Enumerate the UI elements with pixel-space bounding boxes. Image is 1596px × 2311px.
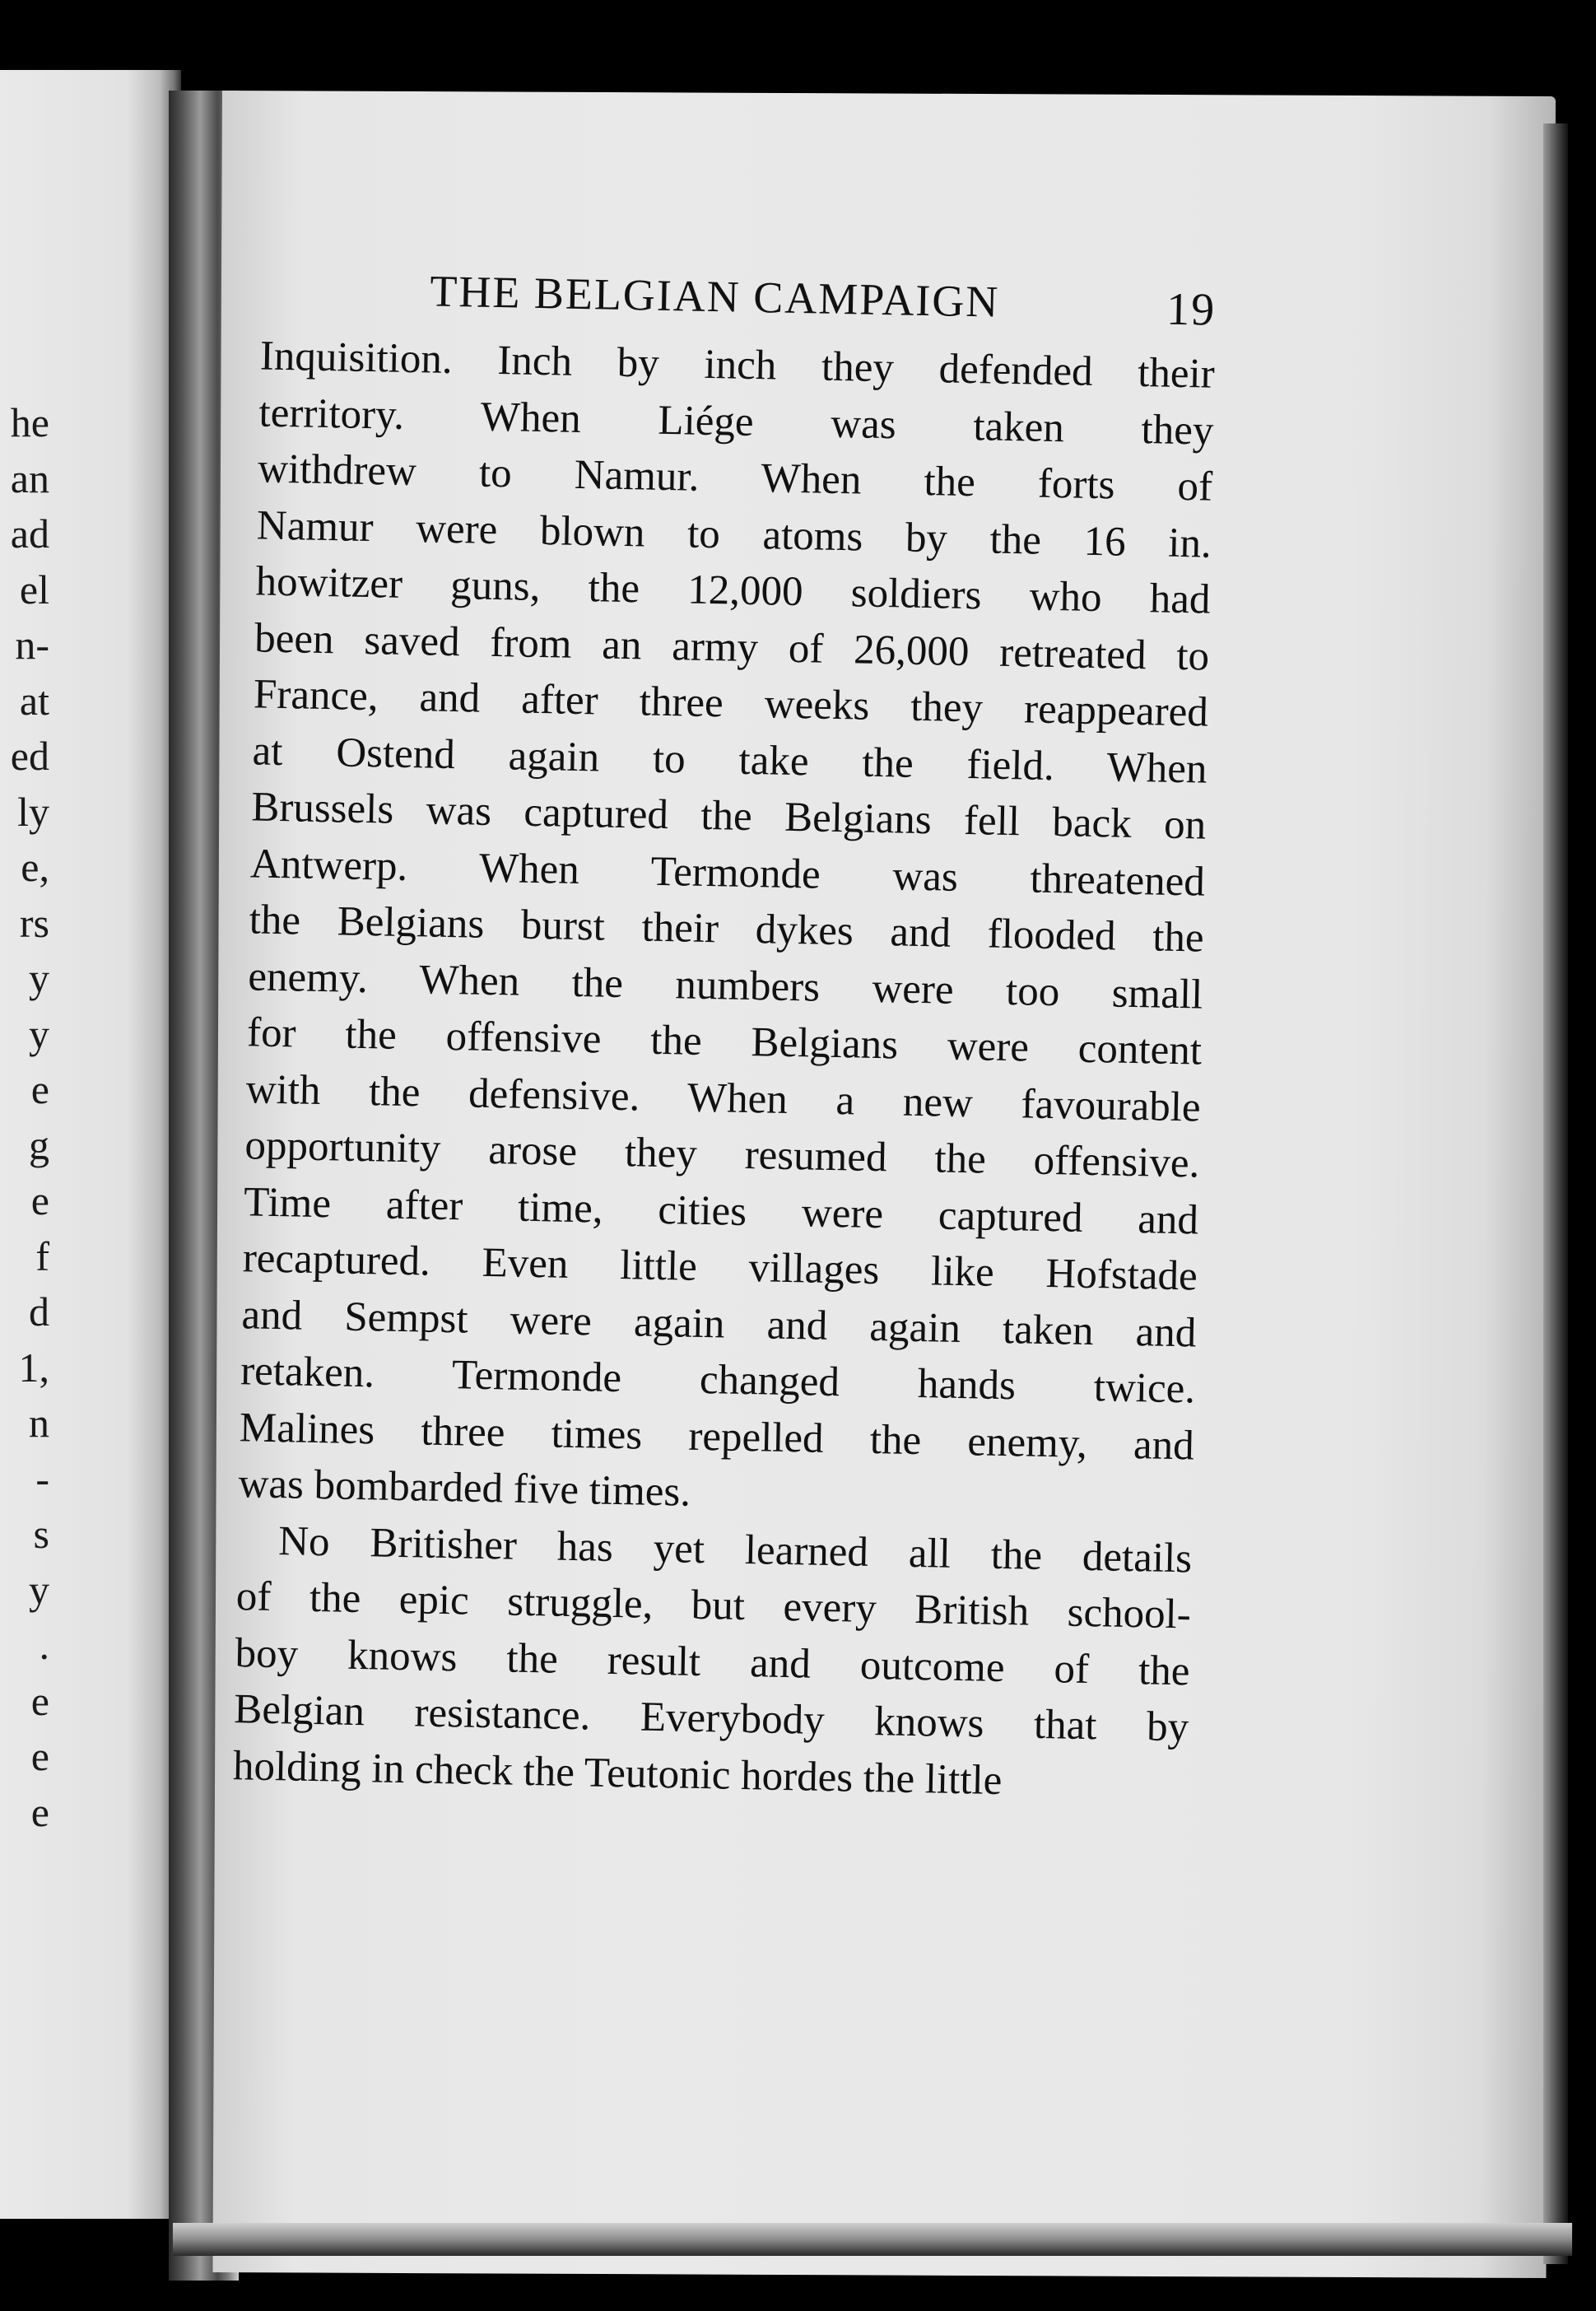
text-line: opportunity arose they resumed the offensive. — [244, 1122, 1200, 1187]
text-line: Antwerp. When Termonde was threatened — [249, 840, 1206, 906]
left-page-fragment: ly — [17, 788, 49, 835]
left-page-fragment: s — [33, 1511, 49, 1557]
paragraph-1 — [238, 328, 1215, 1531]
text-line: was bombarded five times. — [238, 1461, 691, 1516]
left-page-fragment: e — [30, 1177, 49, 1223]
left-page-fragment: g — [29, 1121, 49, 1168]
page-edge-right — [1543, 123, 1568, 2264]
text-line: France, and after three weeks they reappeared — [253, 671, 1209, 736]
text-line: with the defensive. When a new favourable — [245, 1065, 1202, 1131]
left-page-fragment: e — [30, 1677, 49, 1724]
text-line: enemy. When the numbers were too small — [247, 953, 1203, 1018]
left-page-fragment: e — [30, 1733, 49, 1779]
left-page-fragment: e, — [21, 844, 49, 890]
left-page-fragment: he — [10, 399, 49, 445]
text-line: Namur were blown to atoms by the 16 in. — [256, 501, 1212, 567]
left-page-fragment: y — [29, 1010, 49, 1057]
page-text-block — [232, 262, 1217, 1812]
left-page-fragment: at — [19, 677, 49, 724]
body-text — [232, 328, 1215, 1812]
paragraph-2 — [232, 1512, 1192, 1813]
text-line: Belgian resistance. Everybody knows that by — [233, 1686, 1189, 1751]
left-page-fragment: y — [29, 955, 49, 1001]
left-page-line-fragments — [0, 395, 49, 1840]
text-line: Inquisition. Inch by inch they defended their — [259, 333, 1216, 398]
text-line: No Britisher has yet learned all the details — [277, 1517, 1193, 1582]
left-page — [0, 70, 181, 2219]
text-line: of the epic struggle, but every British school- — [235, 1573, 1192, 1638]
text-line: at Ostend again to take the field. When — [252, 727, 1208, 793]
left-page-fragment: n- — [15, 622, 49, 668]
text-line: recaptured. Even little villages like Hofstade — [242, 1235, 1198, 1300]
left-page-fragment: 1, — [18, 1344, 49, 1391]
text-line: Brussels was captured the Belgians fell back on — [250, 784, 1207, 849]
left-page-fragment: f — [35, 1232, 49, 1279]
left-page-fragment: e — [30, 1788, 49, 1835]
left-page-fragment: rs — [19, 899, 49, 946]
text-line: withdrew to Namur. When the forts of — [257, 445, 1213, 510]
left-page-fragment: el — [19, 566, 49, 613]
text-line: the Belgians burst their dykes and flooded the — [249, 897, 1205, 962]
left-page-fragment: - — [35, 1455, 49, 1502]
left-page-fragment: n — [29, 1400, 49, 1446]
text-line: boy knows the result and outcome of the — [235, 1629, 1191, 1694]
left-page-fragment: . — [39, 1622, 49, 1668]
text-line: Time after time, cities were captured and — [243, 1178, 1199, 1244]
left-page-fragment: ad — [10, 510, 49, 557]
left-page-fragment: ed — [10, 733, 49, 779]
text-line: territory. When Liége was taken they — [258, 389, 1214, 454]
text-line: for the offensive the Belgians were content — [246, 1009, 1203, 1074]
left-page-fragment: y — [29, 1566, 49, 1613]
running-head-title: THE BELGIAN CAMPAIGN — [429, 266, 1000, 327]
text-line: Malines three times repelled the enemy, and — [239, 1404, 1195, 1469]
left-page-fragment: an — [10, 454, 49, 501]
page-number: 19 — [1166, 283, 1217, 336]
text-line: holding in check the Teutonic hordes the little — [232, 1742, 1003, 1804]
left-page-fragment: d — [29, 1288, 49, 1335]
page-edge-bottom — [173, 2223, 1572, 2256]
text-line: howitzer guns, the 12,000 soldiers who had — [255, 558, 1211, 623]
text-line: retaken. Termonde changed hands twice. — [240, 1348, 1196, 1413]
left-page-fragment: e — [30, 1066, 49, 1112]
text-line: been saved from an army of 26,000 retreated to — [254, 614, 1210, 680]
text-line: and Sempst were again and again taken and — [241, 1291, 1197, 1357]
